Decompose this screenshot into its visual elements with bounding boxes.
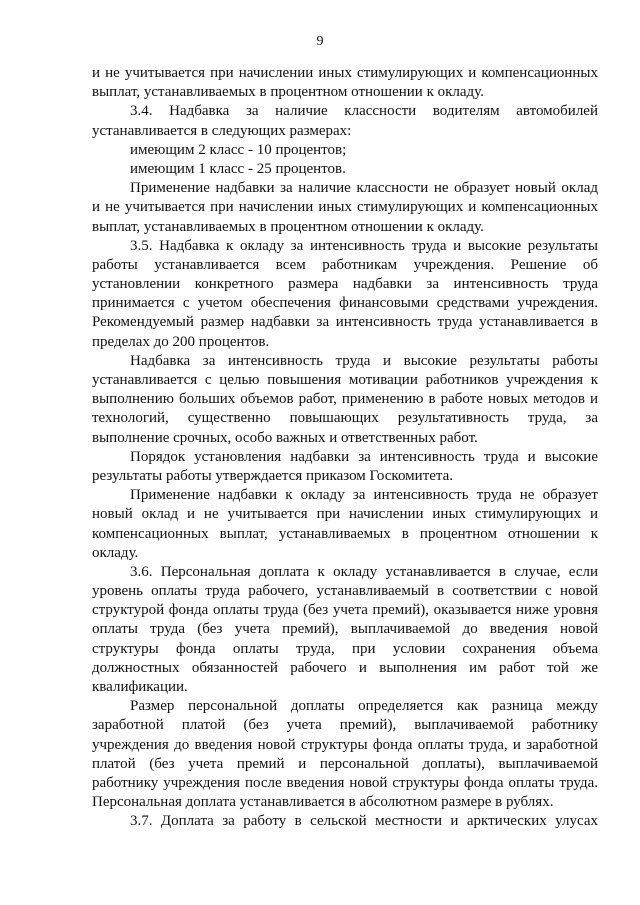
- text-line: учреждения до введения новой структуры фонда оплаты труда, и заработной: [92, 736, 598, 753]
- text-line: окладу.: [92, 544, 139, 561]
- text-line: платой (без учета премий и персональной доплаты), выплачиваемой: [92, 755, 598, 772]
- text-line: уровень оплаты труда рабочего, устанавливаемый в соответствии с новой: [92, 583, 598, 600]
- text-line: Надбавка за интенсивность труда и высокие результаты работы: [130, 352, 598, 369]
- text-line: работнику учреждения после введения новой структуры фонда оплаты труда.: [92, 774, 598, 791]
- text-line: выплат, устанавливаемых в процентном отношении к окладу.: [92, 84, 484, 101]
- text-line: результаты работы утверждается приказом Госкомитета.: [92, 467, 454, 484]
- text-line: устанавливается с целью повышения мотивации работников учреждения к: [92, 372, 598, 388]
- text-line: Порядок установления надбавки за интенсивность труда и высокие: [130, 448, 598, 465]
- text-line: выплат, устанавливаемых в процентном отношении к окладу.: [92, 218, 484, 235]
- text-line: должностных обязанностей рабочего и выполнения им работ той же: [92, 659, 598, 676]
- text-line: структуры фонда оплаты труда, при условии сохранения объема: [92, 640, 598, 657]
- text-line: и не учитывается при начислении иных стимулирующих и компенсационных: [92, 65, 598, 81]
- text-line: технологий, существенно повышающих результативность труда, за: [92, 410, 598, 427]
- text-line: новый оклад и не учитывается при начислении иных стимулирующих и: [92, 506, 598, 523]
- text-line: 3.5. Надбавка к окладу за интенсивность труда и высокие результаты: [130, 237, 598, 254]
- text-line: компенсационных выплат, устанавливаемых в процентном отношении к: [92, 525, 598, 542]
- text-line: выполнение срочных, особо важных и ответственных работ.: [92, 429, 478, 446]
- text-line: Применение надбавки к окладу за интенсивность труда не образует: [130, 487, 598, 504]
- text-line: заработной платой (без учета премий), выплачиваемой работнику: [92, 717, 598, 734]
- text-line: оплаты труда (без учета премий), выплачиваемой до введения новой: [92, 621, 598, 638]
- text-line: работы устанавливается всем работникам учреждения. Решение об: [92, 256, 598, 273]
- text-line: Применение надбавки за наличие классности не образует новый оклад: [130, 180, 598, 197]
- text-line: имеющим 1 класс - 25 процентов.: [130, 160, 346, 177]
- text-line: структурой фонда оплаты труда (без учета премий), оказывается ниже уровня: [92, 602, 598, 619]
- text-line: имеющим 2 класс - 10 процентов;: [130, 141, 347, 158]
- text-line: 3.6. Персональная доплата к окладу устанавливается в случае, если: [130, 563, 598, 580]
- text-line: 3.4. Надбавка за наличие классности водителям автомобилей: [130, 103, 598, 120]
- text-line: 3.7. Доплата за работу в сельской местности и арктических улусах: [130, 813, 598, 830]
- text-line: Рекомендуемый размер надбавки за интенсивность труда устанавливается в: [92, 314, 598, 331]
- text-line: пределах до 200 процентов.: [92, 333, 270, 350]
- text-line: принимается с учетом обеспечения финансовыми средствами учреждения.: [92, 295, 598, 312]
- text-line: установлении конкретного размера надбавки за интенсивность труда: [92, 276, 598, 293]
- text-line: и не учитывается при начислении иных стимулирующих и компенсационных: [92, 199, 598, 216]
- text-line: квалификации.: [92, 679, 188, 695]
- text-line: выполнению больших объемов работ, применению в работе новых методов и: [92, 391, 598, 408]
- text-line: Персональная доплата устанавливается в абсолютном размере в рублях.: [92, 794, 554, 811]
- text-line: устанавливается в следующих размерах:: [92, 122, 352, 139]
- page-number: 9: [316, 34, 324, 49]
- document-body: [92, 64, 598, 832]
- text-line: Размер персональной доплаты определяется как разница между: [130, 698, 598, 715]
